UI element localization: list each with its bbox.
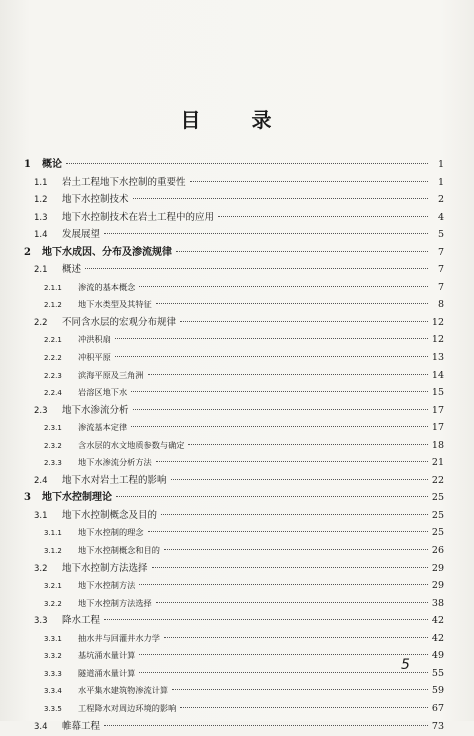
toc-entry-label: 渗流的基本概念	[70, 279, 135, 297]
toc-entry-page: 12	[432, 314, 444, 332]
toc-entry-page: 8	[432, 296, 444, 314]
toc-entry-label: 岩土工程地下水控制的重要性	[54, 174, 186, 192]
toc-entry-label: 发展展望	[54, 226, 100, 244]
dot-leader	[156, 460, 428, 462]
toc-entry	[24, 384, 444, 402]
toc-entry-number: 3.1.1	[24, 525, 70, 543]
toc-entry-page: 15	[432, 384, 444, 402]
toc-entry-number: 3.3.1	[24, 631, 70, 649]
toc-entry-page: 55	[432, 665, 444, 683]
toc-entry	[24, 524, 444, 542]
toc-entry-number: 2.4	[24, 473, 54, 491]
toc-entry-label: 岩溶区地下水	[70, 384, 127, 402]
toc-entry-page: 38	[432, 595, 444, 613]
dot-leader	[172, 688, 428, 690]
toc-entry-page: 29	[432, 560, 444, 578]
toc-entry-number: 2	[24, 244, 36, 262]
toc-entry-number: 3.3	[24, 613, 54, 631]
toc-entry	[24, 472, 444, 490]
toc-entry	[24, 209, 444, 227]
toc-entry-number: 2.3.3	[24, 455, 70, 473]
toc-entry	[24, 630, 444, 648]
toc-entry-label: 地下水控制的理念	[70, 524, 144, 542]
toc-entry	[24, 367, 444, 385]
toc-entry-label: 地下水类型及其特征	[70, 296, 152, 314]
page-title: 目 录	[0, 104, 474, 133]
toc-entry-page: 49	[432, 647, 444, 665]
toc-entry	[24, 437, 444, 455]
toc-entry-page: 22	[432, 472, 444, 490]
toc-entry-page: 26	[432, 542, 444, 560]
toc-entry-label: 地下水控制技术	[54, 191, 129, 209]
toc-entry-label: 不同含水层的宏观分布规律	[54, 314, 176, 332]
toc-entry	[24, 489, 444, 507]
toc-entry-page: 42	[432, 612, 444, 630]
dot-leader	[148, 530, 428, 532]
toc-entry-number: 2.1.1	[24, 280, 70, 298]
dot-leader	[139, 583, 428, 585]
toc-entry-label: 隧道涌水量计算	[70, 665, 135, 683]
dot-leader	[139, 285, 428, 287]
dot-leader	[176, 250, 428, 252]
dot-leader	[104, 724, 428, 726]
toc-entry-page: 25	[432, 507, 444, 525]
toc-entry-page: 5	[432, 226, 444, 244]
dot-leader	[188, 443, 427, 445]
toc-entry	[24, 244, 444, 262]
dot-leader	[139, 653, 428, 655]
toc-entry-label: 抽水井与回灌井水力学	[70, 630, 160, 648]
dot-leader	[156, 601, 428, 603]
dot-leader	[131, 390, 428, 392]
dot-leader	[152, 566, 428, 568]
toc-entry-number: 3	[24, 489, 36, 507]
dot-leader	[164, 636, 428, 638]
dot-leader	[148, 373, 428, 375]
toc-entry-page: 17	[432, 402, 444, 420]
toc-entry-page: 25	[432, 524, 444, 542]
toc-entry-number: 3.2.2	[24, 596, 70, 614]
toc-entry	[24, 507, 444, 525]
toc-entry-label: 地下水渗流分析	[54, 402, 129, 420]
toc-entry-page: 12	[432, 331, 444, 349]
toc-entry-number: 2.2.3	[24, 368, 70, 386]
toc-entry-label: 地下水控制方法	[70, 577, 135, 595]
toc-entry-label: 冲洪积扇	[70, 331, 111, 349]
toc-entry-number: 3.3.2	[24, 648, 70, 666]
toc-entry-label: 概论	[36, 156, 62, 174]
toc-entry-label: 地下水对岩土工程的影响	[54, 472, 167, 490]
toc-entry	[24, 331, 444, 349]
toc-entry	[24, 542, 444, 560]
dot-leader	[139, 671, 428, 673]
toc-entry-page: 1	[432, 156, 444, 174]
toc-entry-page: 73	[432, 718, 444, 736]
dot-leader	[218, 215, 428, 217]
dot-leader	[180, 320, 428, 322]
dot-leader	[133, 197, 428, 199]
dot-leader	[171, 478, 428, 480]
toc-entry-number: 3.4	[24, 719, 54, 736]
toc-entry-page: 4	[432, 209, 444, 227]
toc-entry-label: 滨海平原及三角洲	[70, 367, 144, 385]
toc-entry-page: 59	[432, 682, 444, 700]
toc-entry-number: 2.2.1	[24, 332, 70, 350]
toc-entry	[24, 314, 444, 332]
toc-entry	[24, 560, 444, 578]
toc-entry	[24, 174, 444, 192]
toc-entry	[24, 296, 444, 314]
toc-entry	[24, 156, 444, 174]
toc-entry-label: 渗流基本定律	[70, 419, 127, 437]
toc-entry-number: 2.3.1	[24, 420, 70, 438]
toc-entry-number: 3.2.1	[24, 578, 70, 596]
toc-entry-label: 概述	[54, 261, 81, 279]
toc-entry-page: 7	[432, 279, 444, 297]
toc-entry-number: 2.3.2	[24, 438, 70, 456]
toc-entry-page: 29	[432, 577, 444, 595]
dot-leader	[115, 337, 428, 339]
toc-entry-number: 2.2.4	[24, 385, 70, 403]
toc-entry-label: 地下水控制方法选择	[70, 595, 152, 613]
toc-entry	[24, 595, 444, 613]
toc-entry-label: 地下水控制概念及目的	[54, 507, 157, 525]
toc-entry-number: 1.1	[24, 175, 54, 193]
dot-leader	[104, 232, 428, 234]
toc-entry-page: 17	[432, 419, 444, 437]
toc-entry	[24, 682, 444, 700]
toc-entry	[24, 261, 444, 279]
dot-leader	[115, 355, 428, 357]
toc-entry-page: 18	[432, 437, 444, 455]
toc-entry-number: 2.2.2	[24, 350, 70, 368]
dot-leader	[116, 495, 428, 497]
page-number: 5	[401, 657, 410, 673]
toc-entry	[24, 226, 444, 244]
toc-entry-page: 2	[432, 191, 444, 209]
toc-entry-page: 7	[432, 244, 444, 262]
dot-leader	[133, 408, 428, 410]
toc-entry	[24, 700, 444, 718]
toc-entry-label: 地下水控制理论	[36, 489, 112, 507]
dot-leader	[161, 513, 428, 515]
toc-entry-number: 3.2	[24, 561, 54, 579]
toc-entry-page: 1	[432, 174, 444, 192]
dot-leader	[190, 180, 428, 182]
toc-entry	[24, 349, 444, 367]
toc-entry-number: 3.3.4	[24, 683, 70, 701]
toc-entry-number: 1	[24, 156, 36, 174]
toc-entry-number: 1.2	[24, 192, 54, 210]
dot-leader	[131, 425, 428, 427]
toc-entry-label: 含水层的水文地质参数与确定	[70, 437, 184, 455]
toc-entry-label: 水平集水建筑物渗流计算	[70, 682, 168, 700]
toc-entry-page: 21	[432, 454, 444, 472]
toc-entry	[24, 454, 444, 472]
toc-entry-number: 2.1	[24, 262, 54, 280]
toc-entry	[24, 577, 444, 595]
toc-entry	[24, 419, 444, 437]
dot-leader	[85, 267, 428, 269]
toc-entry-label: 冲积平原	[70, 349, 111, 367]
toc-entry-number: 2.1.2	[24, 297, 70, 315]
toc-entry-page: 7	[432, 261, 444, 279]
toc-entry-number: 1.3	[24, 210, 54, 228]
table-of-contents	[24, 156, 444, 735]
dot-leader	[66, 162, 428, 164]
toc-entry-label: 基坑涌水量计算	[70, 647, 135, 665]
toc-entry	[24, 191, 444, 209]
dot-leader	[104, 618, 428, 620]
toc-entry	[24, 665, 444, 683]
toc-entry-number: 3.1	[24, 508, 54, 526]
toc-entry-number: 2.3	[24, 403, 54, 421]
toc-entry-page: 14	[432, 367, 444, 385]
toc-entry-label: 降水工程	[54, 612, 100, 630]
toc-entry-number: 3.3.3	[24, 666, 70, 684]
toc-entry-number: 1.4	[24, 227, 54, 245]
toc-entry	[24, 279, 444, 297]
toc-entry-label: 帷幕工程	[54, 718, 100, 736]
toc-entry-label: 工程降水对周边环境的影响	[70, 700, 176, 718]
toc-entry	[24, 647, 444, 665]
toc-entry-page: 42	[432, 630, 444, 648]
toc-entry-label: 地下水控制概念和目的	[70, 542, 160, 560]
toc-entry-number: 2.2	[24, 315, 54, 333]
toc-entry-label: 地下水渗流分析方法	[70, 454, 152, 472]
dot-leader	[180, 706, 428, 708]
toc-entry	[24, 612, 444, 630]
toc-entry	[24, 718, 444, 736]
toc-entry-page: 13	[432, 349, 444, 367]
toc-entry-label: 地下水控制方法选择	[54, 560, 148, 578]
toc-entry-label: 地下水控制技术在岩土工程中的应用	[54, 209, 214, 227]
toc-entry-page: 67	[432, 700, 444, 718]
toc-entry-number: 3.3.5	[24, 701, 70, 719]
toc-entry-number: 3.1.2	[24, 543, 70, 561]
dot-leader	[156, 302, 428, 304]
toc-entry-page: 25	[432, 489, 444, 507]
toc-entry-label: 地下水成因、分布及渗流规律	[36, 244, 172, 262]
dot-leader	[164, 548, 428, 550]
toc-entry	[24, 402, 444, 420]
